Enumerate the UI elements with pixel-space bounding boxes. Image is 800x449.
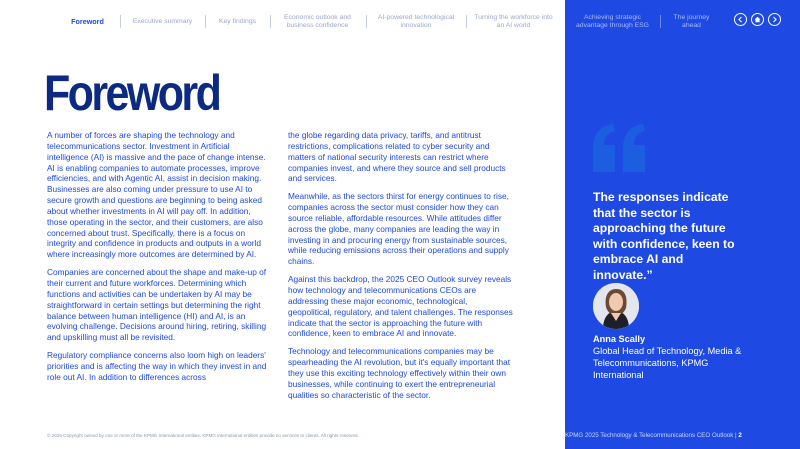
body-paragraph: Technology and telecommunications companies may be spearheading the AI revolution, but it's equally important that they use this exciting technology effectively within their own businesses, while continuing to exert the entrepreneurial qualities so characteristic of the sector. <box>288 346 511 400</box>
body-paragraph: Regulatory compliance concerns also loom high on leaders' priorities and is affecting the way in which they invest in and role out AI. In addition to differences across <box>47 350 267 382</box>
nav-divider <box>205 15 206 28</box>
person-title: Global Head of Technology, Media & Telecommunications, KPMG International <box>593 346 742 380</box>
home-icon <box>754 16 761 23</box>
body-column-middle <box>288 130 513 407</box>
report-footer <box>565 432 742 439</box>
body-paragraph: Meanwhile, as the sectors thirst for energy continues to rise, companies across the sector must consider how they can source reliable, affordable resources. While attitudes differ across the globe, many companies are leading the way in investing in and procuring energy from sustainable sources, while reducing emissions across their operations and supply chains. <box>288 191 509 267</box>
previous-page-button[interactable] <box>734 13 747 26</box>
nav-tab-economic-outlook[interactable]: Economic outlook and business confidence <box>284 13 351 29</box>
body-paragraph: the globe regarding data privacy, tariffs, and antitrust restrictions, complications related to cyber security and matters of national security interests can restrict where companies invest, and where they source and sell products and services. <box>288 130 506 184</box>
nav-tab-key-findings[interactable]: Key findings <box>218 17 257 25</box>
body-paragraph: Against this backdrop, the 2025 CEO Outlook survey reveals how technology and telecommunications CEOs are addressing these major economic, technological, geopolitical, regulatory, and talent challenges. The responses indicate that the sector is approaching the future with confidence, keen to embrace AI and innovate. <box>288 274 513 339</box>
nav-divider <box>366 15 367 28</box>
pull-quote: The responses indicate that the sector is approaching the future with confidence, keen to embrace AI and innovate.” <box>593 190 735 282</box>
body-paragraph: Companies are concerned about the shape and make-up of their current and future workforces. Determining which functions and activities can be undertaken by AI may be straightforward in certain settings but determining the right balance between human intelligence (HI) and AI, is an evolving challenge. Decisions around hiring, retiring, skilling and upskilling must all be revisited. <box>47 267 267 343</box>
nav-tab-journey-ahead[interactable]: The journey ahead <box>673 13 710 29</box>
top-navigation <box>0 0 565 44</box>
nav-tab-workforce[interactable]: Turning the workforce into an AI world <box>474 13 553 29</box>
page-title: Foreword <box>44 65 220 121</box>
report-title: KPMG 2025 Technology & Telecommunications CEO Outlook | <box>565 432 737 439</box>
nav-divider <box>660 15 661 28</box>
nav-divider <box>120 15 121 28</box>
nav-tab-foreword[interactable]: Foreword <box>71 16 104 26</box>
avatar <box>593 283 639 329</box>
chevron-left-icon <box>737 16 744 23</box>
next-page-button[interactable] <box>768 13 781 26</box>
nav-tab-ai-powered-innovation[interactable]: AI-powered technological innovation <box>377 13 455 29</box>
person-name: Anna Scally <box>593 334 646 344</box>
body-paragraph: A number of forces are shaping the technology and telecommunications sector. Investment in Artificial intelligence (AI) is massive and the pace of change intense. AI is enabling companies to automate processes, improve efficiencies, and with Agentic AI, assist in decision making. Businesses are also coming under pressure to use AI to secure growth and questions are beginning to being asked about whether investments in AI will pay off. In addition, those operating in the sector, and their customers, are also concerned about trust. Specifically, there is a focus on integrity and confidence in products and outputs in a world where increasingly more outcomes are determined by AI. <box>47 130 266 260</box>
nav-divider <box>466 15 467 28</box>
home-button[interactable] <box>751 13 764 26</box>
nav-tab-executive-summary[interactable]: Executive summary <box>132 17 193 25</box>
copyright-notice: © 2025 Copyright owned by one or more of the KPMG International entities. KPMG International entities provide no services to clients. All rights reserved. <box>47 433 359 438</box>
page-number: 2 <box>738 432 742 439</box>
nav-tab-esg[interactable]: Achieving strategic advantage through ESG <box>576 13 649 29</box>
quote-icon <box>593 124 649 172</box>
nav-divider <box>270 15 271 28</box>
body-column-left <box>47 130 272 390</box>
chevron-right-icon <box>771 16 778 23</box>
